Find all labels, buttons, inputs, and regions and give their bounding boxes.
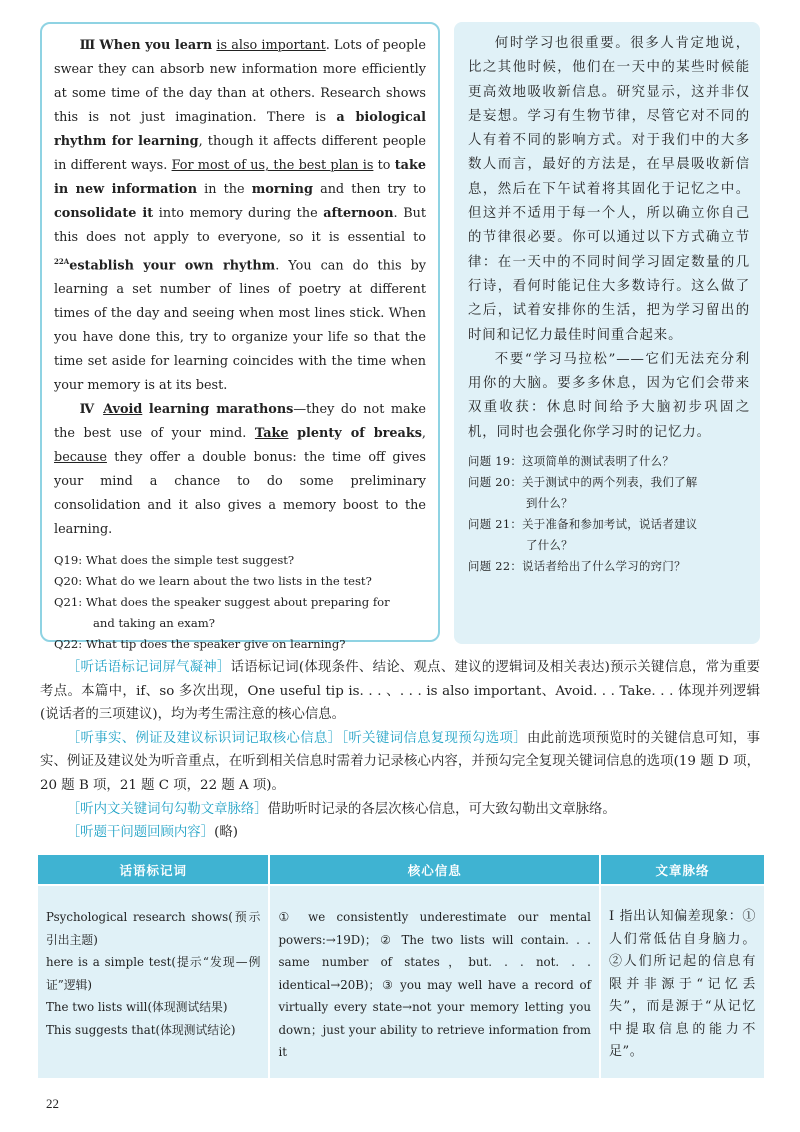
question-item-continued: 到什么？ (526, 496, 573, 511)
chinese-paragraph-1: 何时学习也很重要。很多人肯定地说，比之其他时候，他们在一天中的某些时候能更高效地吸收新信息。研究显示，这并非仅是妄想。学习有生物节律，尽管它对不同的人有着不同的影响方式。对于我们中的大多数人而言，最好的方法是，在早晨吸收新信息，然后在下午试着将其固化于记忆之中。但这并不适用于每一个人，所以确立你自己的节律很必要。你可以通过以下方式确立节律：在一天中的不同时间学习固定数量的几行诗，看何时能记住大多数诗行。这么做了之后，试着安排你的生活，把为学习留出的时间和记忆力最佳时间重合起来。 (468, 36, 750, 343)
analysis-paragraph: ［听题干问题回顾内容］(略) (66, 825, 238, 841)
roman-numeral-4: Ⅳ (79, 402, 97, 418)
table-header-row (38, 855, 764, 885)
question-item: 问题 19：这项简单的测试表明了什么？ (468, 454, 675, 469)
english-passage-box (40, 22, 440, 652)
chinese-paragraph-2: 不要“学习马拉松”——它们无法充分利用你的大脑。要多多休息，因为它们会带来双重收获：休息时间给予大脑初步巩固之机，同时也会强化你学习时的记忆力。 (468, 351, 750, 440)
table-row (38, 885, 764, 1078)
section-tag: ［听关键词信息复现预勾选项］ (341, 730, 527, 746)
question-item-continued: and taking an exam? (93, 616, 215, 631)
section-tag: ［听事实、例证及建议标识词记取核心信息］ (66, 730, 342, 746)
chinese-questions (468, 451, 750, 577)
structure-cell: Ⅰ 指出认知偏差现象：①人们常低估自身脑力。②人们所记起的信息有限并非源于“记忆丢失”，而是源于“从记忆中提取信息的能力不足”。 (600, 885, 764, 1078)
table-header: 文章脉络 (600, 855, 764, 885)
question-marker: 22A (54, 257, 70, 266)
section-tag: ［听话语标记词屏气凝神］ (66, 660, 231, 675)
english-paragraph-4: Ⅳ Avoid learning marathons—they do not make the best use of your mind. Take plenty of breaks, because they offer a double bonus: the time off gives your mind a chance to do some preliminary consolidation and it also gives a memory boost to the learning. (54, 402, 426, 538)
english-paragraph-3: Ⅲ When you learn is also important. Lots of people swear they can absorb new information more efficiently at some time of the day than at others. Research shows this is not just imagination. There is a biological rhythm for learning, though it affects different people in different ways. For most of us, the best plan is to take in new information in the morning and then try to consolidate it into memory during the afternoon. But this does not apply to everyone, so it is essential to $^{22A}$establish your own rhythm. You can do this by learning a set number of lines of poetry at different times of the day and seeing when most lines stick. When you have done this, try to organize your life so that the time set aside for learning coincides with the time when your memory is at its best. (54, 38, 426, 394)
question-item: Q19: What does the simple test suggest? (54, 553, 295, 568)
section-tag: ［听题干问题回顾内容］ (66, 825, 215, 841)
top-section (40, 22, 760, 652)
analysis-paragraph: ［听话语标记词屏气凝神］话语标记词(体现条件、结论、观点、建议的逻辑词及相关表达)预示关键信息，常为重要考点。本篇中，if、so 多次出现，One useful tip is. . . 、. . . is also important、Avoid. . . Take. . . 体现并列逻辑(说话者的三项建议)，均为考生需注意的核心信息。 (40, 660, 760, 723)
roman-numeral-3: Ⅲ (79, 38, 96, 53)
question-item: 问题 20：关于测试中的两个列表，我们了解 (468, 475, 698, 490)
question-item: Q22: What tip does the speaker give on learning? (54, 637, 346, 652)
notes-table (38, 855, 764, 1078)
question-item-continued: 了什么？ (526, 538, 573, 553)
question-item: 问题 21：关于准备和参加考试，说话者建议 (468, 517, 698, 532)
table-header: 核心信息 (269, 855, 599, 885)
question-item: Q21: What does the speaker suggest about preparing for (54, 595, 390, 610)
question-item: Q20: What do we learn about the two lists in the test? (54, 574, 372, 589)
chinese-translation-box (454, 22, 760, 644)
analysis-paragraph: ［听事实、例证及建议标识词记取核心信息］［听关键词信息复现预勾选项］由此前选项预览时的关键信息可知，事实、例证及建议处为听音重点，在听到相关信息时需着力记录核心内容，并预勾完全复现关键词信息的选项(19 题 D 项，20 题 B 项，21 题 C 项，22 题 A 项)。 (40, 730, 761, 793)
discourse-markers-cell: Psychological research shows(预示引出主题) here is a simple test(提示“发现—例证”逻辑) The two lists will(体现测试结果) This suggests that(体现测试结论) (38, 885, 269, 1078)
english-questions (54, 550, 426, 655)
analysis-paragraph: ［听内文关键词句勾勒文章脉络］借助听时记录的各层次核心信息，可大致勾勒出文章脉络。 (66, 801, 616, 817)
core-info-cell: ① we consistently underestimate our mental powers:→19D)；② The two lists will contain. . . same number of states，but. . . not. . . identical→20B)；③ you may well have a record of virtually every state→not your memory letting you down；just your ability to retrieve information from it (269, 885, 599, 1078)
section-tag: ［听内文关键词句勾勒文章脉络］ (66, 801, 268, 817)
question-item: 问题 22：说话者给出了什么学习的窍门？ (468, 559, 686, 574)
analysis-section (40, 656, 760, 845)
page-number: 22 (46, 1096, 59, 1111)
table-header: 话语标记词 (38, 855, 269, 885)
